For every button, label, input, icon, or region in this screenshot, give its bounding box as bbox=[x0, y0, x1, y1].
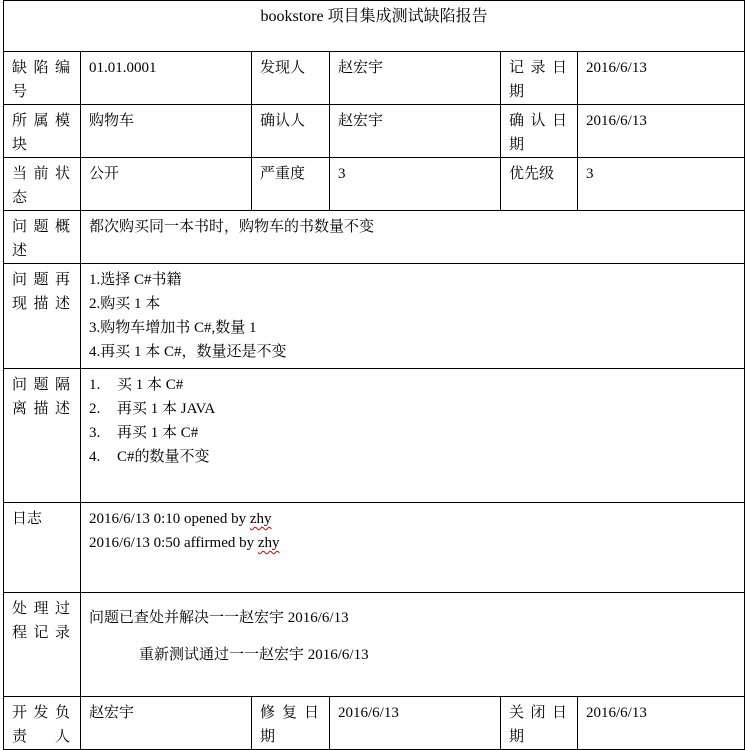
reproduce-steps bbox=[81, 264, 745, 369]
isolation-step-number: 4. bbox=[89, 449, 101, 465]
discoverer-value: 赵宏宇 bbox=[330, 52, 501, 105]
severity-value: 3 bbox=[330, 158, 501, 211]
isolation-label: 问题隔离描述 bbox=[4, 369, 81, 503]
reproduce-step: 2.购买 1 本 bbox=[89, 296, 161, 312]
row-developer bbox=[4, 697, 745, 750]
module-value: 购物车 bbox=[81, 105, 252, 158]
reproduce-step: 1.选择 C#书籍 bbox=[89, 272, 182, 288]
isolation-steps bbox=[81, 369, 745, 503]
fix-date-value: 2016/6/13 bbox=[330, 697, 501, 750]
confirmer-label: 确认人 bbox=[252, 105, 330, 158]
isolation-step bbox=[89, 421, 736, 445]
defect-report-table bbox=[3, 0, 745, 750]
log-label: 日志 bbox=[4, 503, 81, 593]
module-label: 所属模块 bbox=[4, 105, 81, 158]
severity-label: 严重度 bbox=[252, 158, 330, 211]
report-title: bookstore 项目集成测试缺陷报告 bbox=[4, 1, 745, 52]
process-record: 问题已查处并解决一一赵宏宇 2016/6/13 bbox=[89, 610, 349, 626]
isolation-step-text: C#的数量不变 bbox=[117, 449, 210, 465]
summary-value: 都次购买同一本书时，购物车的书数量不变 bbox=[81, 211, 745, 264]
defect-id-label: 缺陷编号 bbox=[4, 52, 81, 105]
defect-id-value: 01.01.0001 bbox=[81, 52, 252, 105]
confirm-date-value: 2016/6/13 bbox=[578, 105, 745, 158]
process-label: 处理过程记录 bbox=[4, 593, 81, 697]
row-defect-id bbox=[4, 52, 745, 105]
isolation-step bbox=[89, 373, 736, 397]
row-status bbox=[4, 158, 745, 211]
isolation-step-text: 再买 1 本 JAVA bbox=[117, 401, 216, 417]
log-entry-text: 2016/6/13 0:50 affirmed by bbox=[89, 535, 258, 551]
record-date-value: 2016/6/13 bbox=[578, 52, 745, 105]
log-entry-user: zhy bbox=[257, 535, 280, 551]
isolation-step-number: 1. bbox=[89, 377, 101, 393]
row-summary bbox=[4, 211, 745, 264]
process-records bbox=[81, 593, 745, 697]
priority-value: 3 bbox=[578, 158, 745, 211]
row-log bbox=[4, 503, 745, 593]
isolation-step-text: 再买 1 本 C# bbox=[117, 425, 199, 441]
reproduce-step: 3.购物车增加书 C#,数量 1 bbox=[89, 320, 257, 336]
title-row bbox=[4, 1, 745, 52]
status-value: 公开 bbox=[81, 158, 252, 211]
summary-label: 问题概述 bbox=[4, 211, 81, 264]
row-module bbox=[4, 105, 745, 158]
confirmer-value: 赵宏宇 bbox=[330, 105, 501, 158]
priority-label: 优先级 bbox=[501, 158, 578, 211]
fix-date-label: 修复日期 bbox=[252, 697, 330, 750]
confirm-date-label: 确认日期 bbox=[501, 105, 578, 158]
close-date-value: 2016/6/13 bbox=[578, 697, 745, 750]
developer-value: 赵宏宇 bbox=[81, 697, 252, 750]
row-isolation bbox=[4, 369, 745, 503]
log-entry bbox=[89, 507, 736, 531]
log-entry-user: zhy bbox=[249, 511, 272, 527]
developer-label: 开发负责人 bbox=[4, 697, 81, 750]
log-entry bbox=[89, 531, 736, 555]
status-label: 当前状态 bbox=[4, 158, 81, 211]
isolation-step-number: 3. bbox=[89, 425, 101, 441]
close-date-label: 关闭日期 bbox=[501, 697, 578, 750]
row-process bbox=[4, 593, 745, 697]
isolation-step-text: 买 1 本 C# bbox=[117, 377, 184, 393]
log-entries bbox=[81, 503, 745, 593]
isolation-step bbox=[89, 445, 736, 469]
discoverer-label: 发现人 bbox=[252, 52, 330, 105]
log-entry-text: 2016/6/13 0:10 opened by bbox=[89, 511, 250, 527]
isolation-step-number: 2. bbox=[89, 401, 101, 417]
process-record: 重新测试通过一一赵宏宇 2016/6/13 bbox=[139, 647, 369, 663]
row-reproduce bbox=[4, 264, 745, 369]
record-date-label: 记录日期 bbox=[501, 52, 578, 105]
reproduce-step: 4.再买 1 本 C#，数量还是不变 bbox=[89, 344, 287, 360]
isolation-step bbox=[89, 397, 736, 421]
reproduce-label: 问题再现描述 bbox=[4, 264, 81, 369]
